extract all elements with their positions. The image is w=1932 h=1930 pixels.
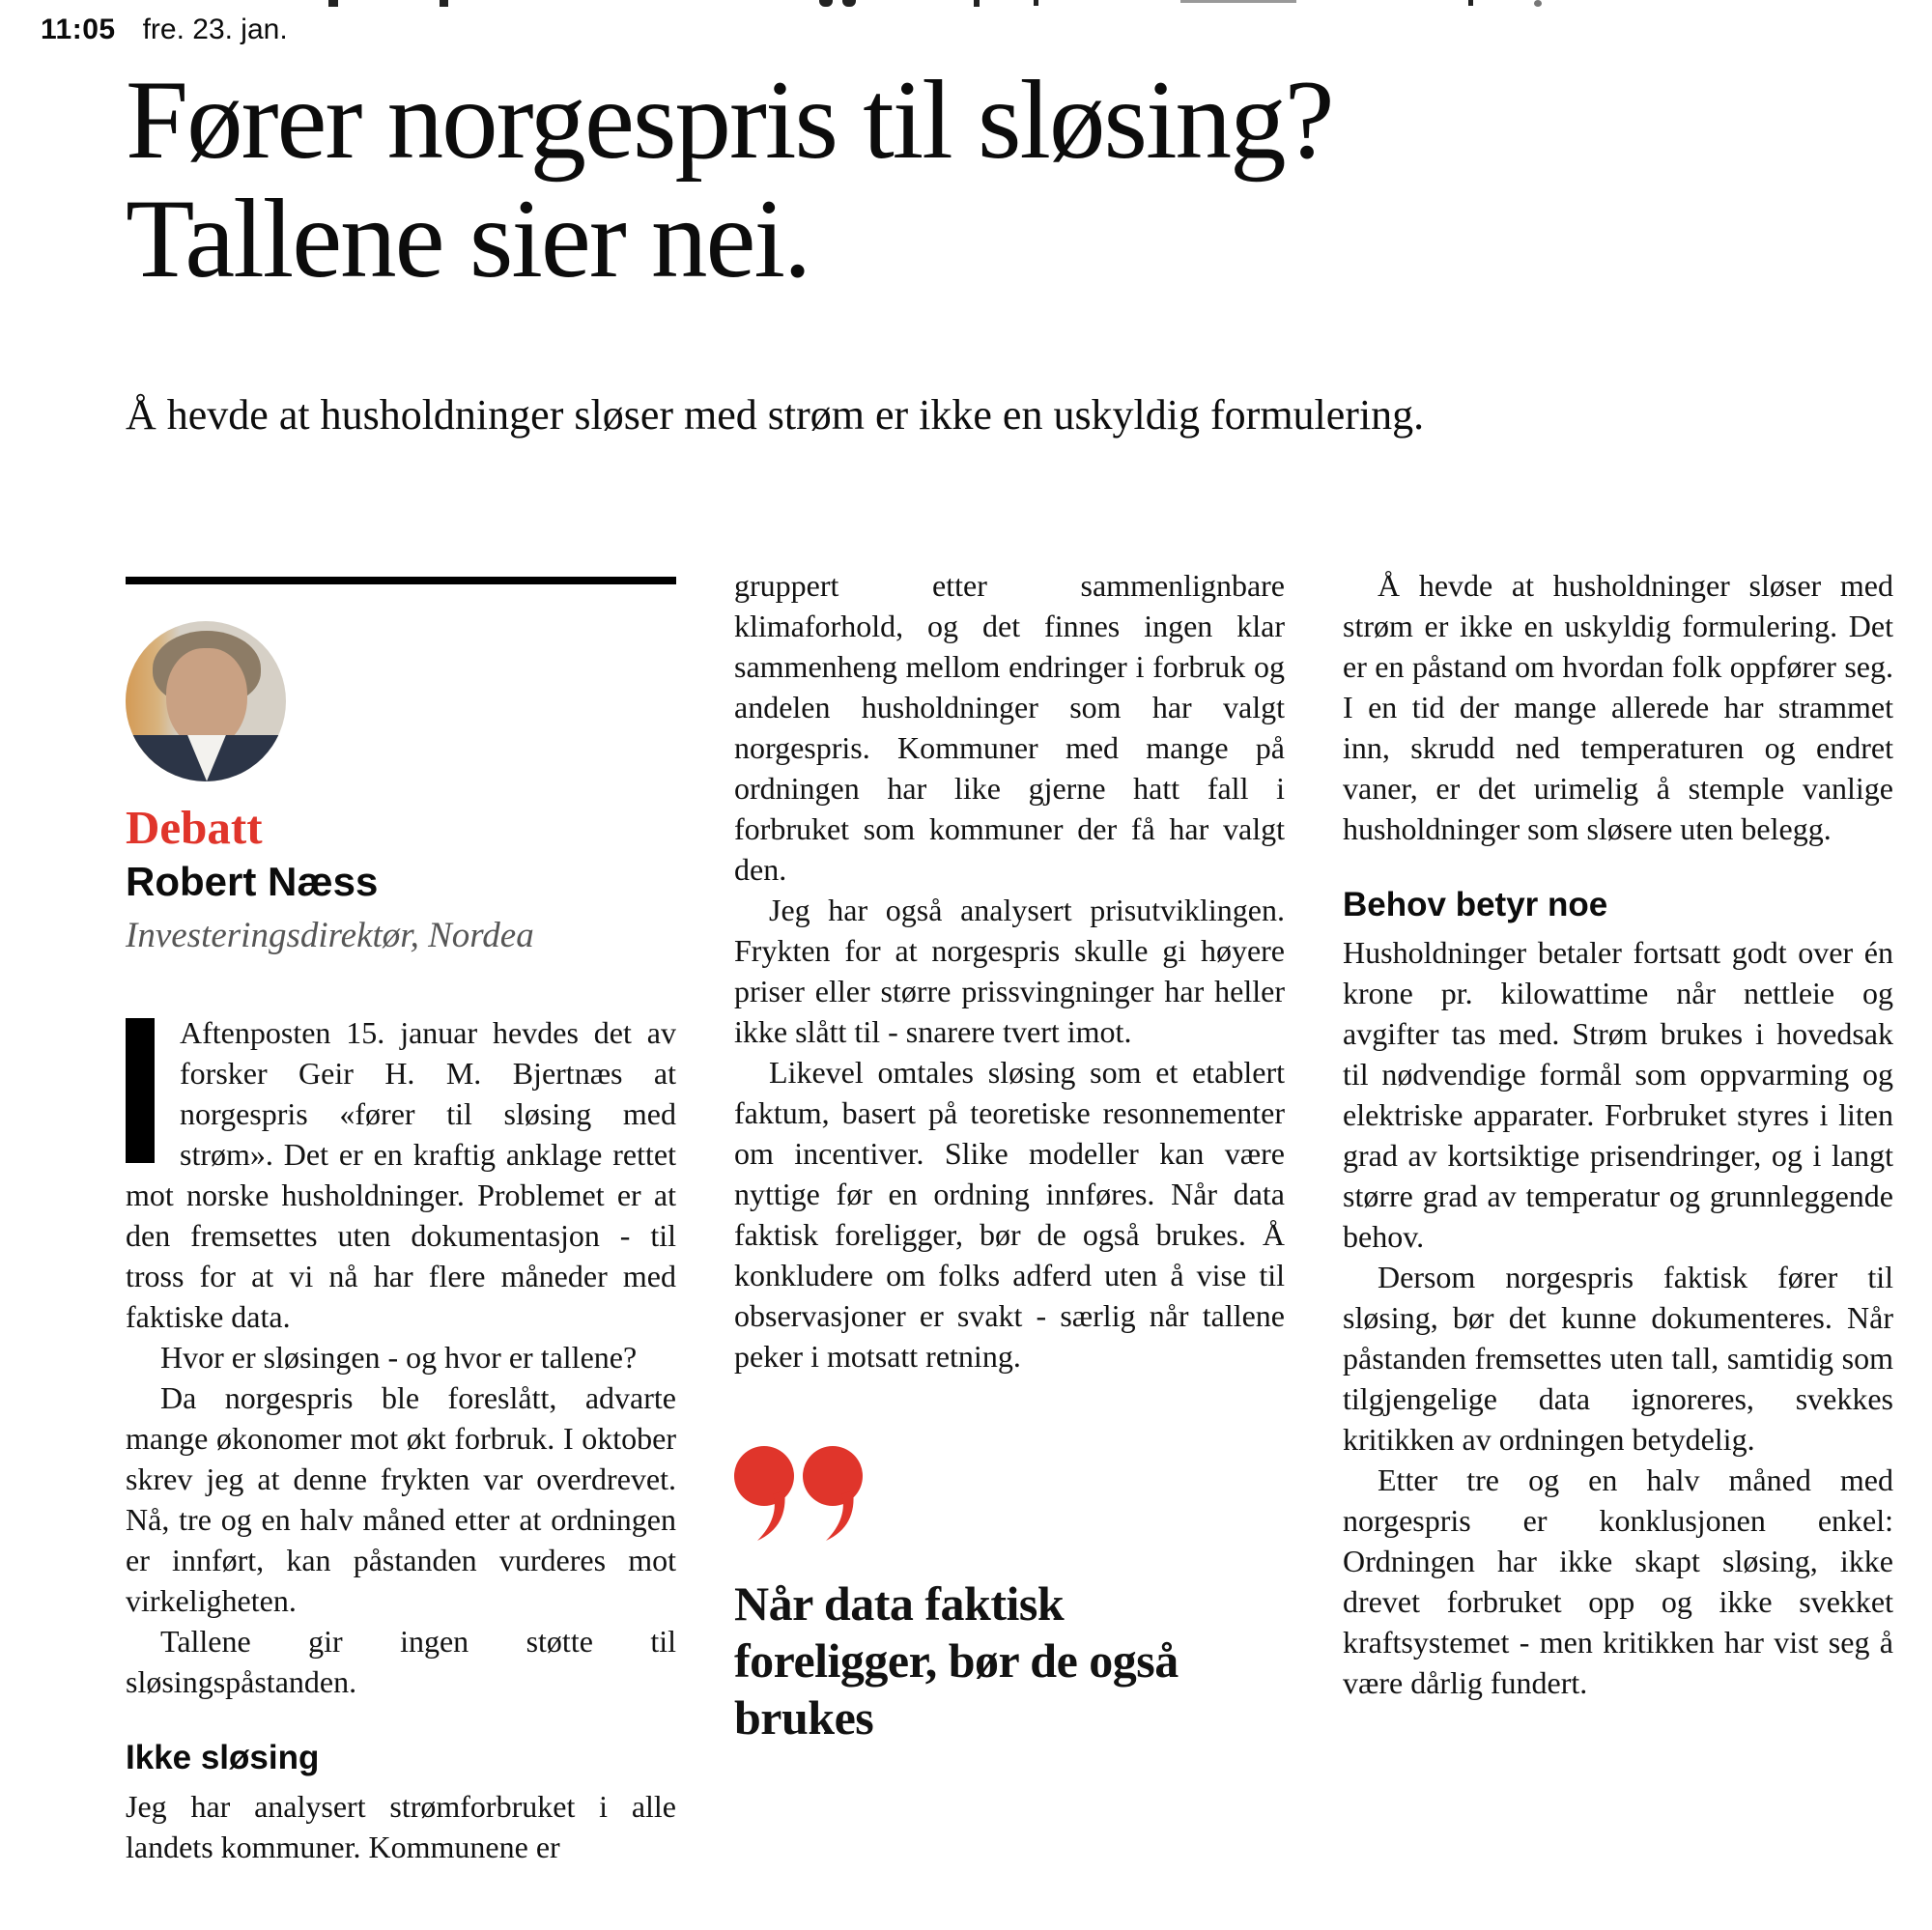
- paragraph: Jeg har analysert strømforbruket i alle landets kommuner. Kommunene er: [126, 1788, 676, 1864]
- drop-cap: [126, 1018, 155, 1163]
- headline-line-2: Tallene sier nei.: [126, 176, 810, 301]
- status-bar: [41, 14, 288, 46]
- byline-rule: [126, 577, 676, 584]
- pull-quote-text: Når data faktisk foreligger, bør de også brukes: [734, 1575, 1179, 1745]
- article-page: [126, 58, 1895, 1867]
- paragraph: gruppert etter sammenlignbare klimaforhold, og det finnes ingen klar sammenheng mellom endringer i forbruk og andelen husholdninger som har valgt norgespris. Kommuner med mange på ordningen har like gjerne hatt fall i forbruket som kommuner der få har valgt den.: [734, 567, 1285, 887]
- pull-quote: [734, 1446, 1285, 1746]
- paragraph: Hvor er sløsingen - og hvor er tallene?: [160, 1340, 638, 1376]
- status-time: 11:05: [41, 14, 116, 45]
- paragraph: Husholdninger betaler fortsatt godt over én krone pr. kilowattime når nettleie og avgifter tas med. Strøm brukes i hovedsak til nødvendige formål som oppvarming og elektriske apparater. Forbruket styres i liten grad av kortsiktige prisendringer, og i langt større grad av temperatur og grunnleggende behov.: [1343, 934, 1893, 1254]
- author-role: Investeringsdirektør, Nordea: [126, 916, 534, 956]
- subheading-ikke-slosing: Ikke sløsing: [126, 1739, 320, 1777]
- paragraph: Likevel omtales sløsing som et etablert faktum, basert på teoretiske resonnementer om incentiver. Slike modeller kan være nyttige før en ordning innføres. Når data faktisk foreligger, bør de også brukes. Å konkludere om folks adferd uten å vise til observasjoner er svakt - særlig når tallene peker i motsatt retning.: [734, 1054, 1285, 1374]
- article-columns: [126, 565, 1895, 1867]
- column-1-body: [126, 1012, 676, 1866]
- column-2: [734, 565, 1285, 1867]
- photo-face: [166, 648, 247, 749]
- status-date: fre. 23. jan.: [142, 14, 288, 45]
- headline-line-1: Fører norgespris til sløsing?: [126, 58, 1333, 183]
- cutoff-text-fragments: [0, 0, 1932, 8]
- paragraph-text: Aftenposten 15. januar hevdes det av forsker Geir H. M. Bjertnæs at norgespris «fører til sløsing med strøm». Det er en kraftig anklage rettet mot norske husholdninger. Problemet er at den fremsettes uten dokumentasjon - til tross for at vi nå har flere måneder med faktiske data.: [126, 1015, 676, 1335]
- section-kicker: Debatt: [126, 800, 263, 854]
- author-photo: [126, 621, 286, 781]
- article-headline: [126, 58, 1895, 301]
- paragraph: Jeg har også analysert prisutviklingen. Frykten for at norgespris skulle gi høyere priser eller større prissvingninger har heller ikke slått til - snarere tvert imot.: [734, 892, 1285, 1049]
- article-lede: Å hevde at husholdninger sløser med strøm er ikke en uskyldig formulering.: [126, 390, 1425, 439]
- author-name: Robert Næss: [126, 859, 379, 905]
- column-1: [126, 565, 676, 1867]
- paragraph: Dersom norgespris faktisk fører til sløsing, bør det kunne dokumenteres. Når påstanden fremsettes uten tall, samtidig som tilgjengelige data ignoreres, svekkes kritikken av ordningen betydelig.: [1343, 1259, 1893, 1457]
- subheading-behov-betyr-noe: Behov betyr noe: [1343, 885, 1608, 923]
- paragraph: Etter tre og en halv måned med norgespris er konklusjonen enkel: Ordningen har ikke skapt sløsing, ikke drevet forbruket opp og ikke svekket kraftsystemet - men kritikken har vist seg å være dårlig fundert.: [1343, 1462, 1893, 1700]
- quote-icon: [734, 1446, 889, 1543]
- paragraph: Å hevde at husholdninger sløser med strøm er ikke en uskyldig formulering. Det er en påstand om hvordan folk oppfører seg. I en tid der mange allerede har strammet inn, skrudd ned temperaturen og endret vaner, er det urimelig å stemple vanlige husholdninger som sløsere uten belegg.: [1343, 567, 1893, 846]
- paragraph: [126, 1012, 676, 1337]
- paragraph: Da norgespris ble foreslått, advarte mange økonomer mot økt forbruk. I oktober skrev jeg at denne frykten var overdrevet. Nå, tre og en halv måned etter at ordningen er innført, kan påstanden vurderes mot virkeligheten.: [126, 1380, 676, 1619]
- paragraph: Tallene gir ingen støtte til sløsingspåstanden.: [126, 1624, 676, 1700]
- column-3: [1343, 565, 1893, 1867]
